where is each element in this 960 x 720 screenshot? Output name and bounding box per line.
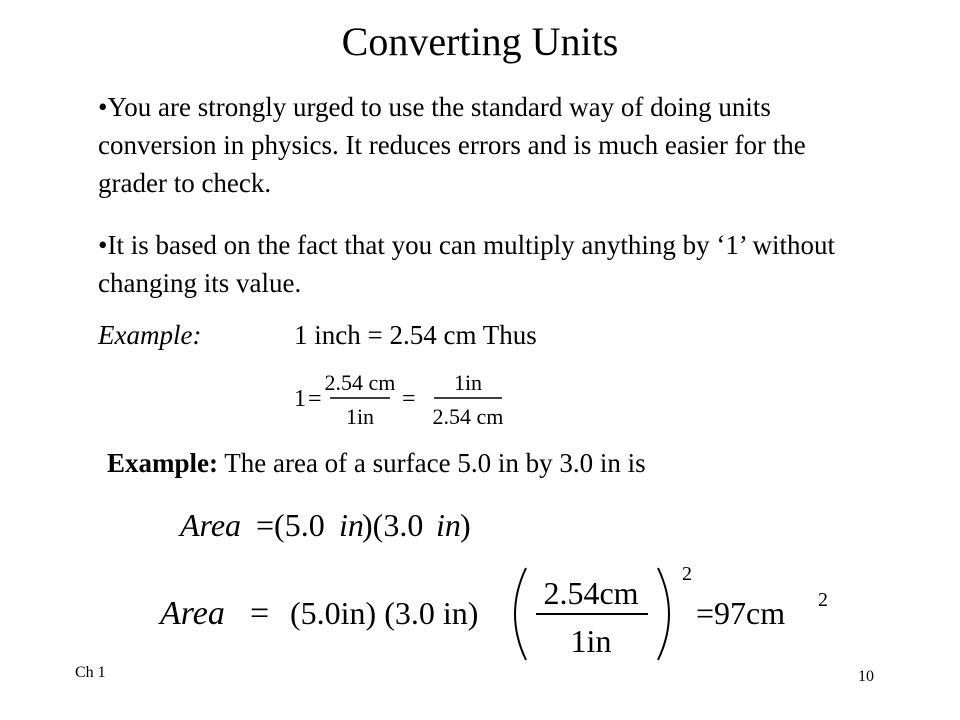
footer-page-number: 10 <box>858 668 874 685</box>
eq3-factors: (5.0in) (3.0 in) <box>290 595 479 631</box>
bullet-multiply-by-one: •It is based on the fact that you can multiply anything by ‘1’ without changing its value. <box>98 230 836 298</box>
example-area <box>107 448 646 479</box>
eq1-lhs: 1 <box>294 386 306 412</box>
slide-title: Converting Units <box>341 19 619 64</box>
eq3-area: Area <box>160 595 225 632</box>
eq2-close: ) <box>460 507 471 543</box>
eq1-frac1-numerator: 2.54 cm <box>324 370 396 395</box>
example-conversion-text: 1 inch = 2.54 cm Thus <box>294 320 537 350</box>
footer-chapter: Ch 1 <box>75 664 106 681</box>
example2-text: The area of a surface 5.0 in by 3.0 in is <box>218 448 646 478</box>
eq2-area: Area <box>180 507 242 543</box>
eq3-result: =97cm <box>696 595 786 631</box>
eq3-result-exponent: 2 <box>818 589 828 611</box>
equation-area-inches <box>176 500 496 550</box>
eq2-second-factor: )(3.0 <box>362 507 424 543</box>
example-label: Example: <box>98 320 202 350</box>
equation-area-conversion <box>156 560 856 668</box>
eq3-numerator: 2.54cm <box>543 575 639 611</box>
bullet-standard-way: •You are strongly urged to use the standard way of doing units conversion in physics. It reduces errors and is much easier for the grader to check. <box>98 92 806 198</box>
eq1-equals-2: = <box>402 386 416 412</box>
eq1-frac2-denominator: 2.54 cm <box>432 404 504 429</box>
example-inch-cm <box>98 320 537 351</box>
eq3-exponent: 2 <box>682 563 692 585</box>
example2-label: Example: <box>107 448 218 478</box>
eq3-denominator: 1in <box>570 623 612 659</box>
eq1-equals-1: = <box>308 386 322 412</box>
eq2-in-2: in <box>436 507 461 543</box>
eq2-first-factor: =(5.0 <box>256 507 325 543</box>
eq2-in-1: in <box>339 507 364 543</box>
eq3-equals: = <box>250 595 270 632</box>
eq1-frac1-denominator: 1in <box>345 404 375 429</box>
equation-one-conversion <box>290 366 530 432</box>
eq1-frac2-numerator: 1in <box>453 370 483 395</box>
eq3-right-paren <box>658 568 669 660</box>
eq3-left-paren <box>515 568 526 660</box>
